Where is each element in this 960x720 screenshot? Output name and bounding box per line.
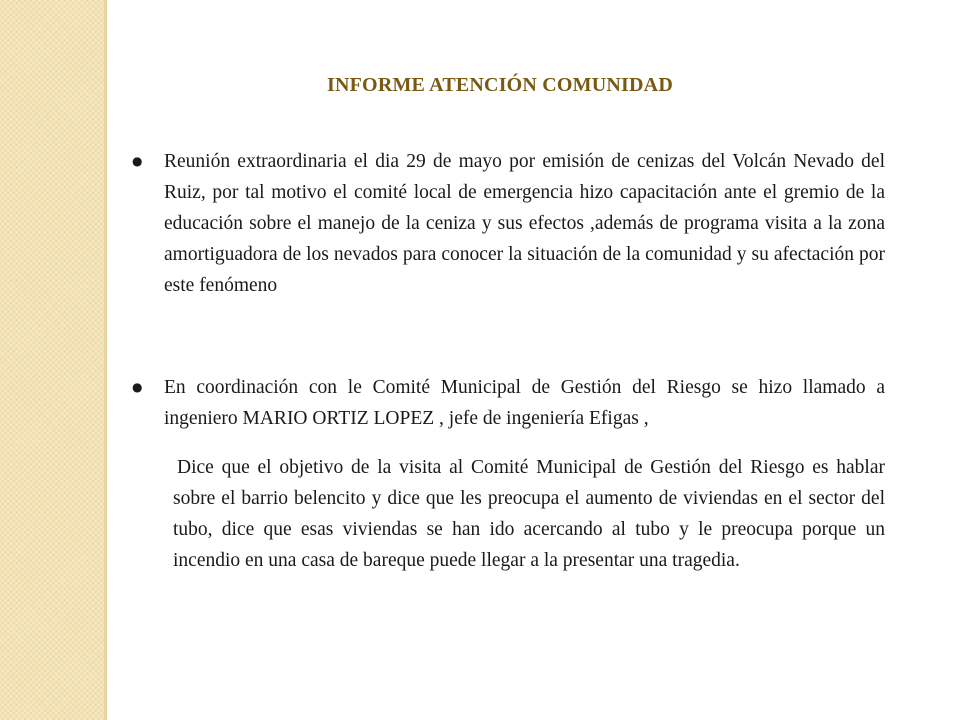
- quote-paragraph: Dice que el objetivo de la visita al Comité Municipal de Gestión del Riesgo es hablar sobre el barrio belencito y dice que les preocupa el aumento de viviendas en el sector del tubo, dice que esas viviendas se han ido acercando al tubo y le preocupa porque un incendio en una casa de bareque puede llegar a la presentar una tragedia.: [173, 457, 885, 571]
- bullet-dot-icon: ●: [132, 380, 143, 394]
- page-title: INFORME ATENCIÓN COMUNIDAD: [327, 74, 673, 96]
- bullet-text-2: En coordinación con le Comité Municipal de Gestión del Riesgo se hizo llamado a ingeniero MARIO ORTIZ LOPEZ , jefe de ingeniería Efigas ,: [164, 377, 885, 429]
- decorative-side-strip: [0, 0, 104, 720]
- bullet-dot-icon: ●: [132, 154, 143, 168]
- bullet-item-2: [128, 372, 885, 434]
- bullet-item-1: [128, 146, 885, 301]
- side-strip-edge: [104, 0, 107, 720]
- bullet-text-1: Reunión extraordinaria el dia 29 de mayo por emisión de cenizas del Volcán Nevado del Ruiz, por tal motivo el comité local de emergencia hizo capacitación ante el gremio de la educación sobre el manejo de la ceniza y sus efectos ,además de programa visita a la zona amortiguadora de los nevados para conocer la situación de la comunidad y su afectación por este fenómeno: [164, 151, 885, 296]
